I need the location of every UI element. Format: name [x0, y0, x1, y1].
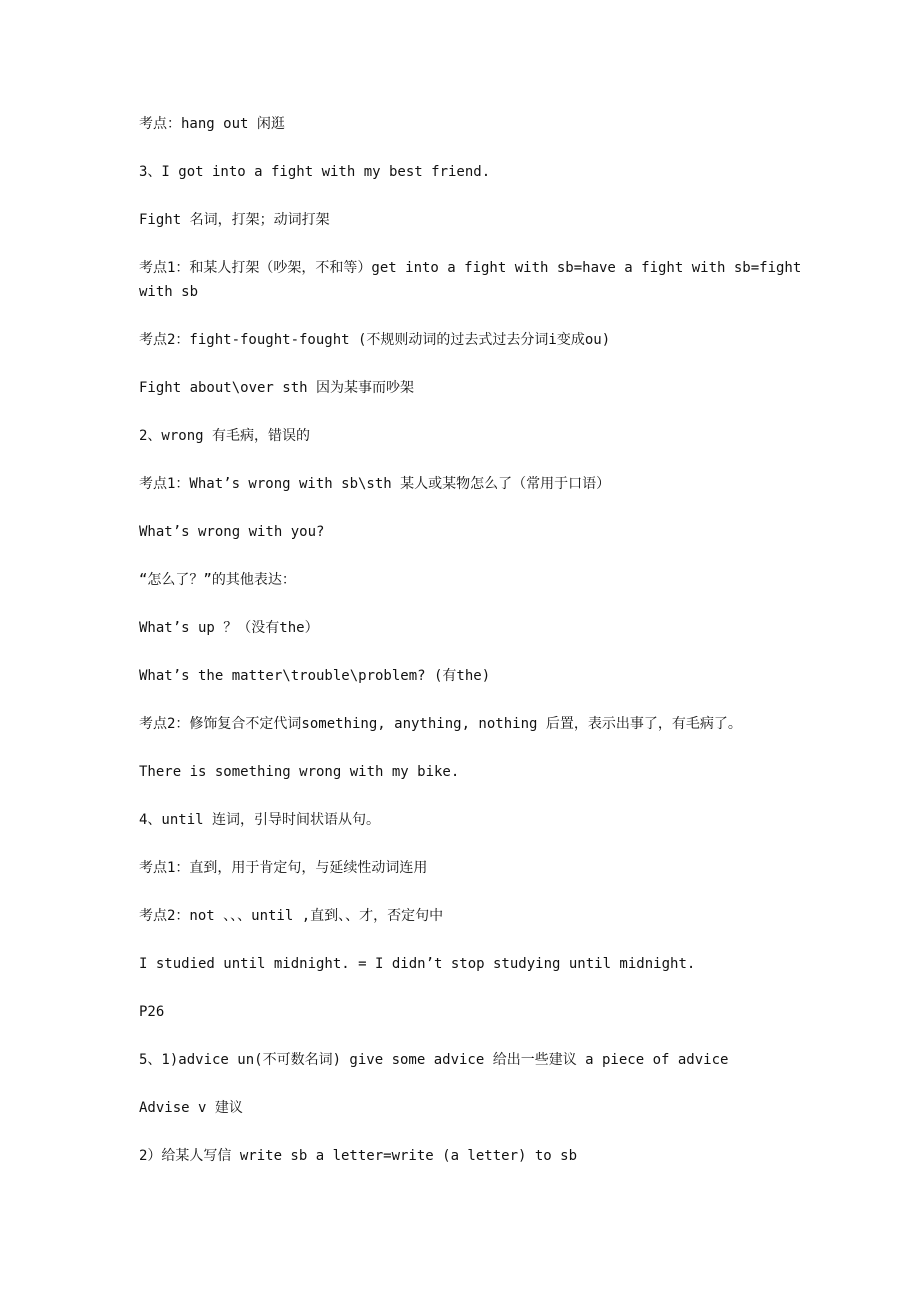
example-something-wrong: There is something wrong with my bike. — [139, 764, 460, 780]
note-until-point-2: 考点2：not 、、、until ,直到、、才，否定句中 — [139, 908, 444, 924]
heading-until: 4、until 连词，引导时间状语从句。 — [139, 812, 381, 828]
example-whats-the-matter: What’s the matter\trouble\problem? (有the) — [139, 668, 491, 684]
heading-advice: 5、1)advice un(不可数名词) give some advice 给出一些建议 a piece of advice — [139, 1052, 729, 1068]
example-whats-up: What’s up ？（没有the） — [139, 620, 319, 636]
note-wrong-point-1: 考点1：What’s wrong with sb\sth 某人或某物怎么了（常用于口语） — [139, 476, 611, 492]
example-sentence-fight: 3、I got into a fight with my best friend. — [139, 164, 491, 180]
note-until-point-1: 考点1：直到，用于肯定句，与延续性动词连用 — [139, 860, 428, 876]
note-fight-pos: Fight 名词，打架；动词打架 — [139, 212, 330, 228]
document-body — [139, 112, 829, 1192]
note-fight-about: Fight about\over sth 因为某事而吵架 — [139, 380, 415, 396]
note-write-letter: 2）给某人写信 write sb a letter=write (a letter) to sb — [139, 1148, 578, 1164]
note-hang-out: 考点：hang out 闲逛 — [139, 116, 285, 132]
page-reference: P26 — [139, 1004, 165, 1020]
heading-wrong: 2、wrong 有毛病，错误的 — [139, 428, 311, 444]
example-whats-wrong: What’s wrong with you? — [139, 524, 325, 540]
note-fight-point-1: 考点1：和某人打架（吵架，不和等）get into a fight with sb=have a fight with sb=fight with sb — [139, 260, 810, 300]
note-fight-point-2: 考点2：fight-fought-fought (不规则动词的过去式过去分词i变成ou) — [139, 332, 611, 348]
note-advise: Advise v 建议 — [139, 1100, 243, 1116]
note-wrong-point-2: 考点2：修饰复合不定代词something, anything, nothing 后置，表示出事了，有毛病了。 — [139, 716, 742, 732]
example-until: I studied until midnight. = I didn’t stop studying until midnight. — [139, 956, 696, 972]
note-other-expressions: “怎么了？”的其他表达： — [139, 572, 296, 588]
